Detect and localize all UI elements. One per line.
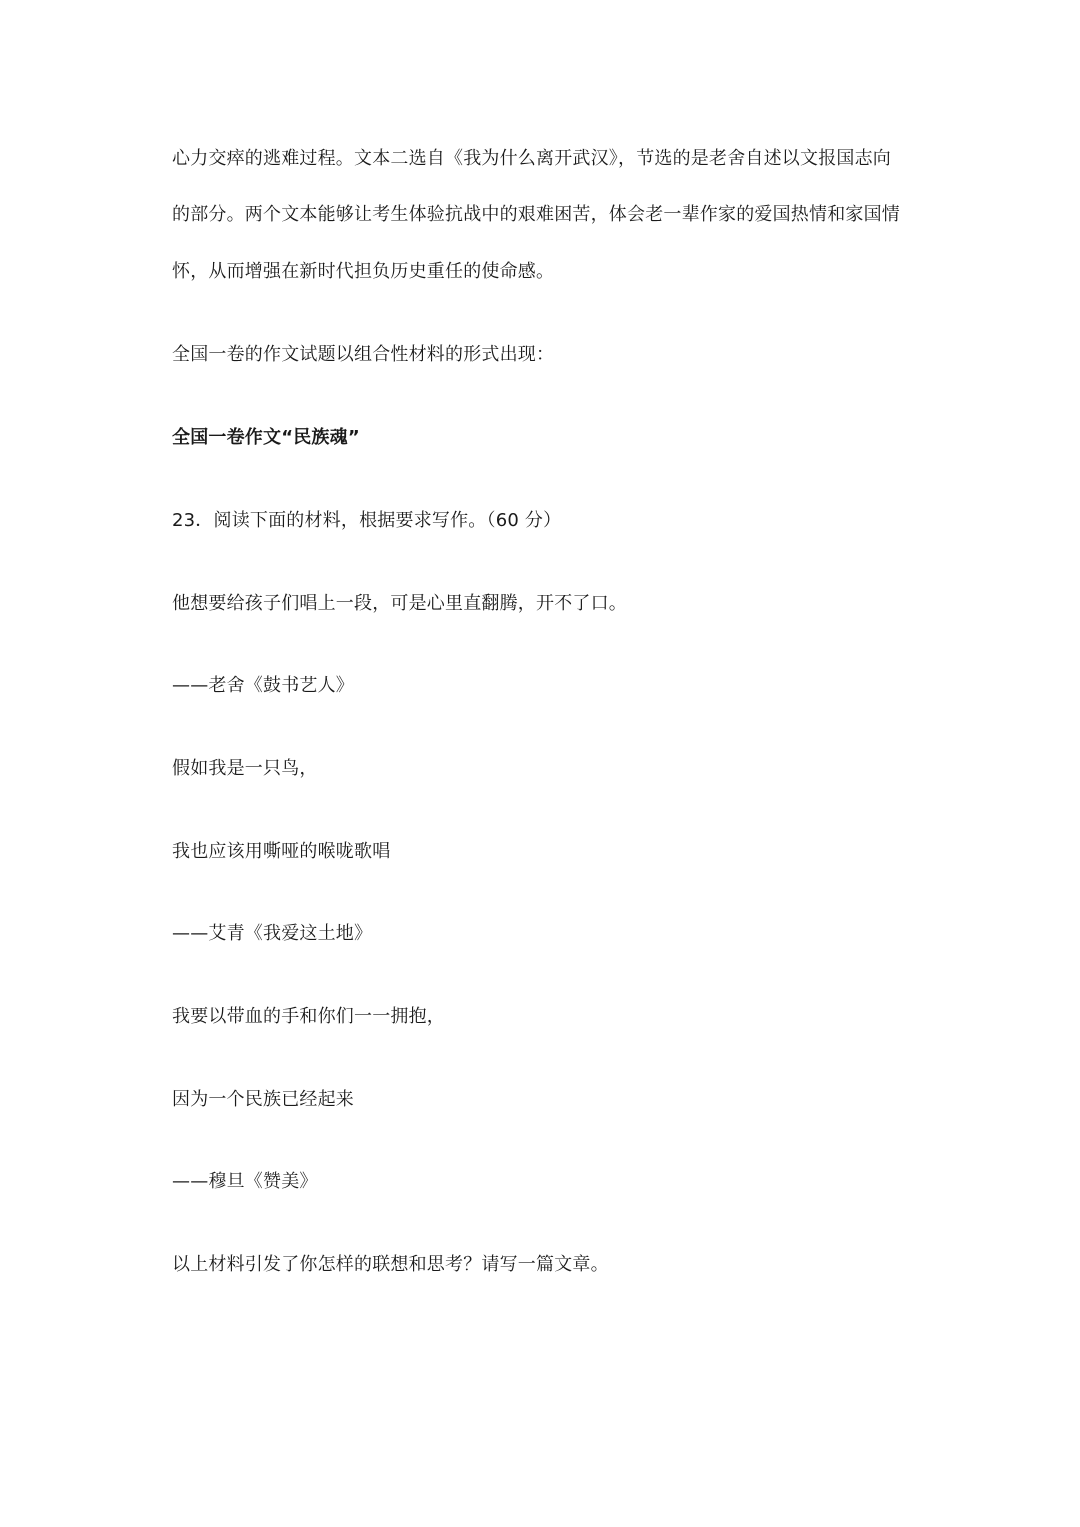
material-source-3: ——穆旦《赞美》 [172,1171,318,1192]
paragraph-line-1: 心力交瘁的逃难过程。文本二选自《我为什么离开武汉》，节选的是老舍自述以文报国志向 [172,148,891,169]
material-source-1: ——老舍《鼓书艺人》 [172,675,354,696]
question-prompt: 23．阅读下面的材料，根据要求写作。（60 分） [172,510,562,531]
intro-line: 全国一卷的作文试题以组合性材料的形式出现： [172,344,555,365]
material-quote-3a: 我要以带血的手和你们一一拥抱， [172,1006,445,1027]
paragraph-line-3: 怀，从而增强在新时代担负历史重任的使命感。 [172,261,555,282]
material-quote-1: 他想要给孩子们唱上一段，可是心里直翻腾，开不了口。 [172,593,627,614]
essay-heading: 全国一卷作文“民族魂” [172,427,360,448]
material-quote-2b: 我也应该用嘶哑的喉咙歌唱 [172,841,391,862]
writing-instruction: 以上材料引发了你怎样的联想和思考？请写一篇文章。 [172,1254,609,1275]
paragraph-line-2: 的部分。两个文本能够让考生体验抗战中的艰难困苦，体会老一辈作家的爱国热情和家国情 [172,204,900,225]
material-quote-2a: 假如我是一只鸟， [172,758,318,779]
material-source-2: ——艾青《我爱这土地》 [172,923,373,944]
material-quote-3b: 因为一个民族已经起来 [172,1089,354,1110]
